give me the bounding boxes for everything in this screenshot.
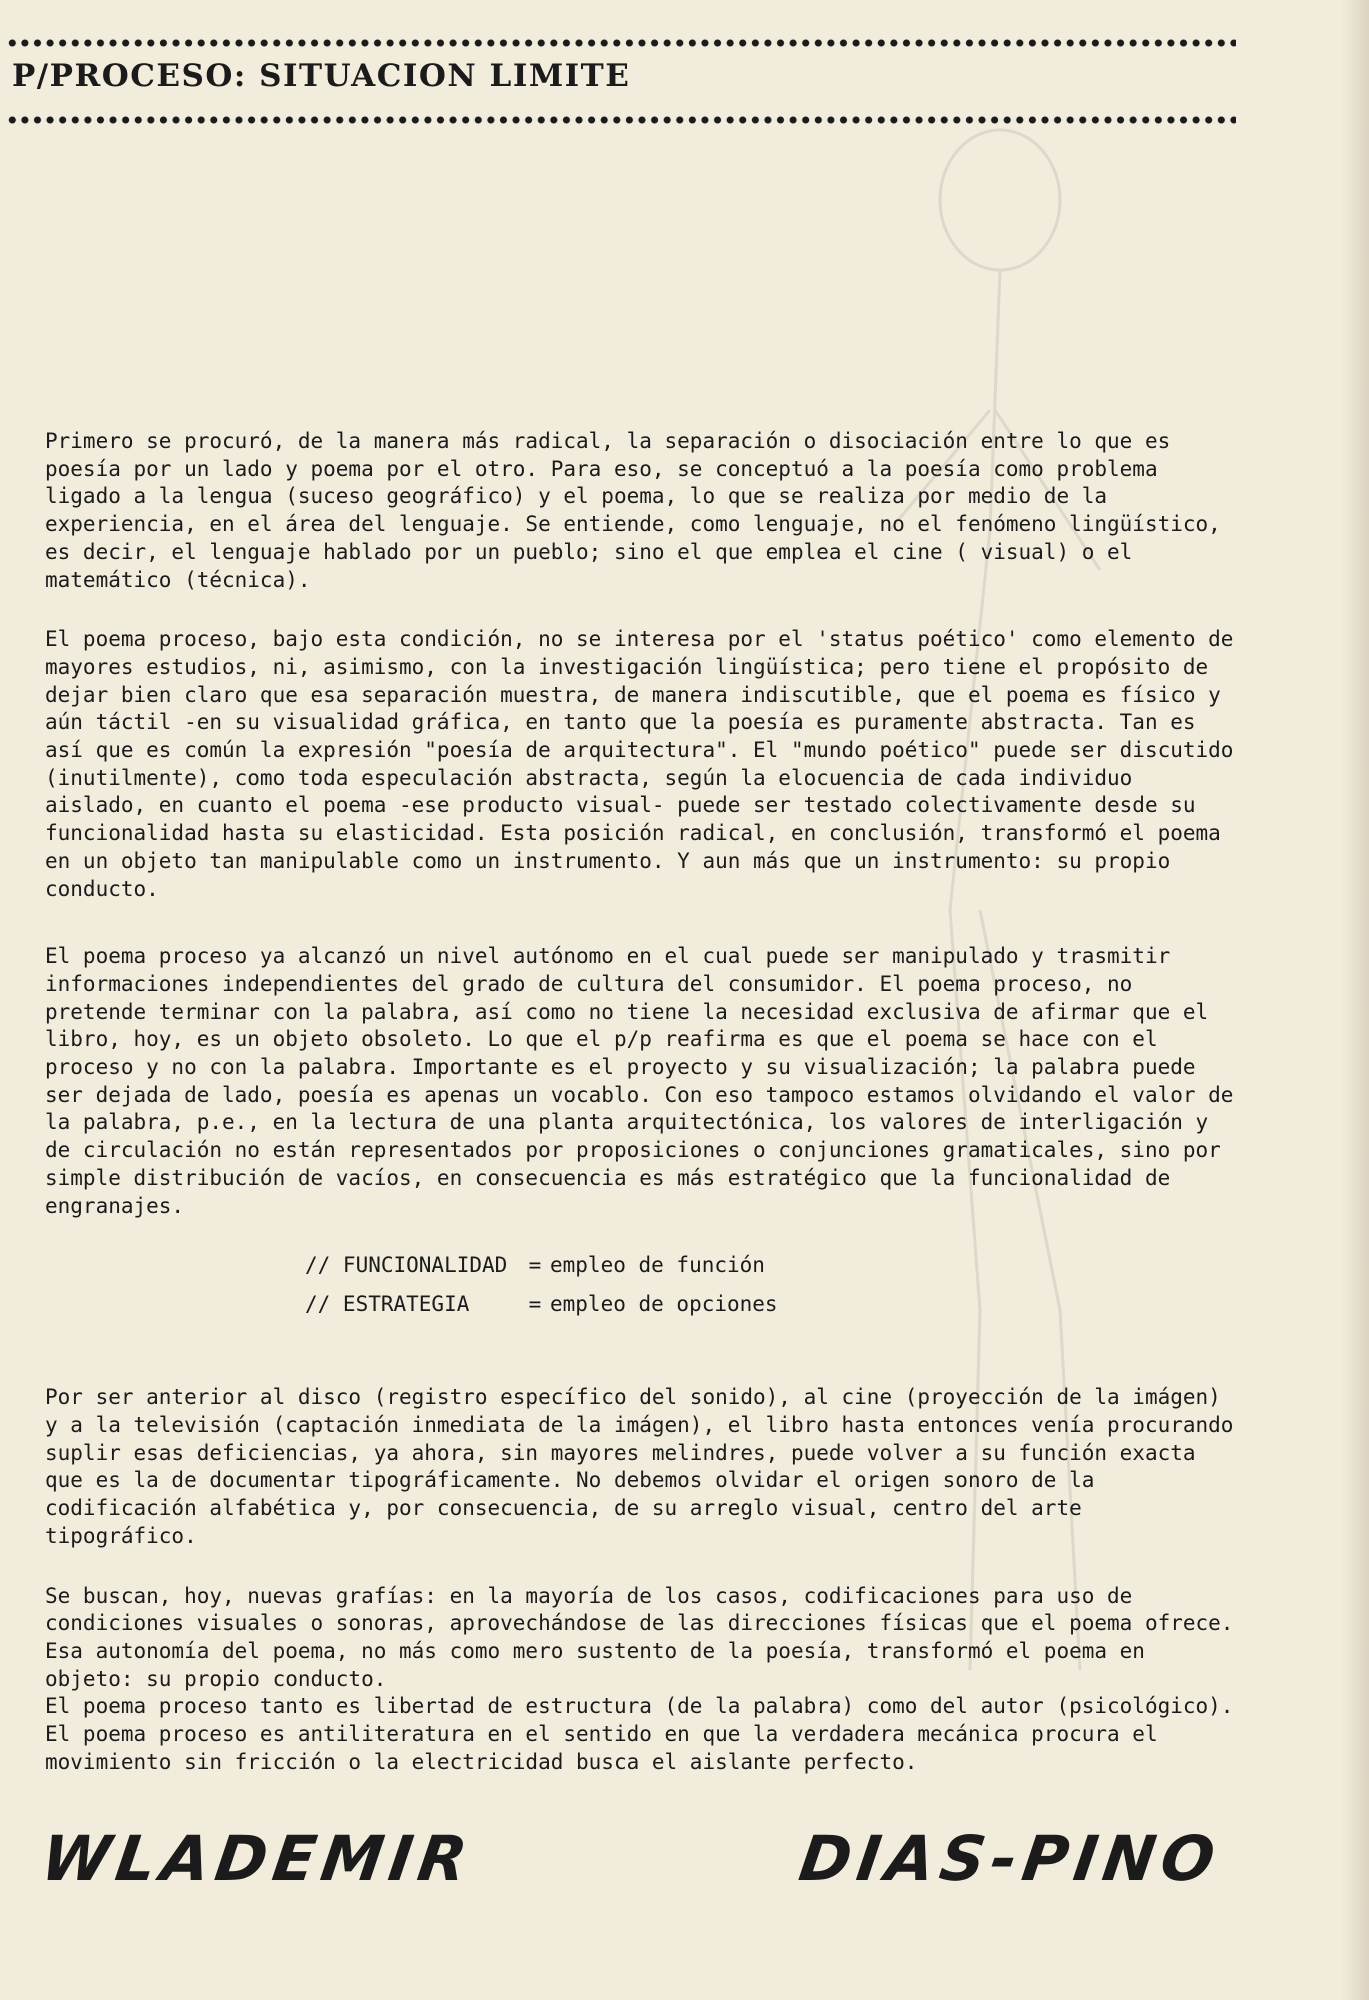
definition-meaning: empleo de opciones [550,1292,778,1317]
definition-meaning: empleo de función [550,1253,765,1278]
paragraph: El poema proceso, bajo esta condición, no se interesa por el 'status poético' como elemento de mayores estudios, ni, asimismo, con la investigación lingüística; pero tiene el propósito de dejar bien claro que esa separación muestra, de manera indiscutible, que el poema es físico y aún táctil -en su visualidad gráfica, en tanto que la poesía es puramente abstracta. Tan es así que es común la expresión "poesía de arquitectura". El "mundo poético" puede ser discutido (inutilmente), como toda especulación abstracta, según la elocuencia de cada individuo aislado, en cuanto el poema -ese producto visual- puede ser testado colectivamente desde su funcionalidad hasta su elasticidad. Esta posición radical, en conclusión, transformó el poema en un objeto tan manipulable como un instrumento. Y aun más que un instrumento: su propio conducto. [45,627,1234,901]
page-title: P/PROCESO: SITUACION LIMITE [12,58,631,94]
paragraph: El poema proceso ya alcanzó un nivel autónomo en el cual puede ser manipulado y trasmitir informaciones independientes del grado de cultura del consumidor. El poema proceso, no pretende terminar con la palabra, así como no tiene la necesidad exclusiva de afirmar que el libro, hoy, es un objeto obsoleto. Lo que el p/p reafirma es que el poema se hace con el proceso y no con la palabra. Importante es el proyecto y su visualización; la palabra puede ser dejada de lado, poesía es apenas un vocablo. Con eso tampoco estamos olvidando el valor de la palabra, p.e., en la lectura de una planta arquitectónica, los valores de interligación y de circulación no están representados por proposiciones o conjunciones gramaticales, sino por simple distribución de vacíos, en consecuencia es más estratégico que la funcionalidad de engranajes. [45,944,1234,1218]
dotted-rule-top [6,38,1236,48]
paragraph: Por ser anterior al disco (registro específico del sonido), al cine (proyección de la imágen) y a la televisión (captación inmediata de la imágen), el libro hasta entonces venía procurando suplir esas deficiencias, ya ahora, sin mayores melindres, puede volver a su función exacta que es la de documentar tipográficamente. No debemos olvidar el origen sonoro de la codificación alfabética y, por consecuencia, de su arreglo visual, centro del arte tipográfico. [45,1385,1234,1548]
definition-row [305,1285,1245,1324]
paragraph: El poema proceso tanto es libertad de estructura (de la palabra) como del autor (psicológico). El poema proceso es antiliteratura en el sentido en que la verdadera mecánica procura el movimiento sin fricción o la electricidad busca el aislante perfecto. [45,1694,1234,1774]
author-last-name: DIAS-PINO [794,1822,1226,1895]
dotted-rule-bottom [6,115,1236,125]
definition-equals: = [528,1292,542,1317]
definition-row [305,1246,1245,1285]
paragraph: Primero se procuró, de la manera más radical, la separación o disociación entre lo que es poesía por un lado y poema por el otro. Para eso, se conceptuó a la poesía como problema ligado a la lengua (suceso geográfico) y el poema, lo que se realiza por medio de la experiencia, en el área del lenguaje. Se entiende, como lenguaje, no el fenómeno lingüístico, es decir, el lenguaje hablado por un pueblo; sino el que emplea el cine ( visual) o el matemático (técnica). [45,429,1221,592]
definition-equals: = [528,1253,542,1278]
definition-list [45,1246,1245,1324]
article-body [45,428,1245,1808]
author-first-name: WLADEMIR [36,1822,478,1895]
definition-term: // FUNCIONALIDAD [305,1253,508,1278]
paragraph: Se buscan, hoy, nuevas grafías: en la mayoría de los casos, codificaciones para uso de condiciones visuales o sonoras, aprovechándose de las direcciones físicas que el poema ofrece. Esa autonomía del poema, no más como mero sustento de la poesía, transformó el poema en objeto: su propio conducto. [45,1583,1234,1691]
page-edge-shadow [1341,0,1369,2000]
definition-term: // ESTRATEGIA [305,1292,470,1317]
